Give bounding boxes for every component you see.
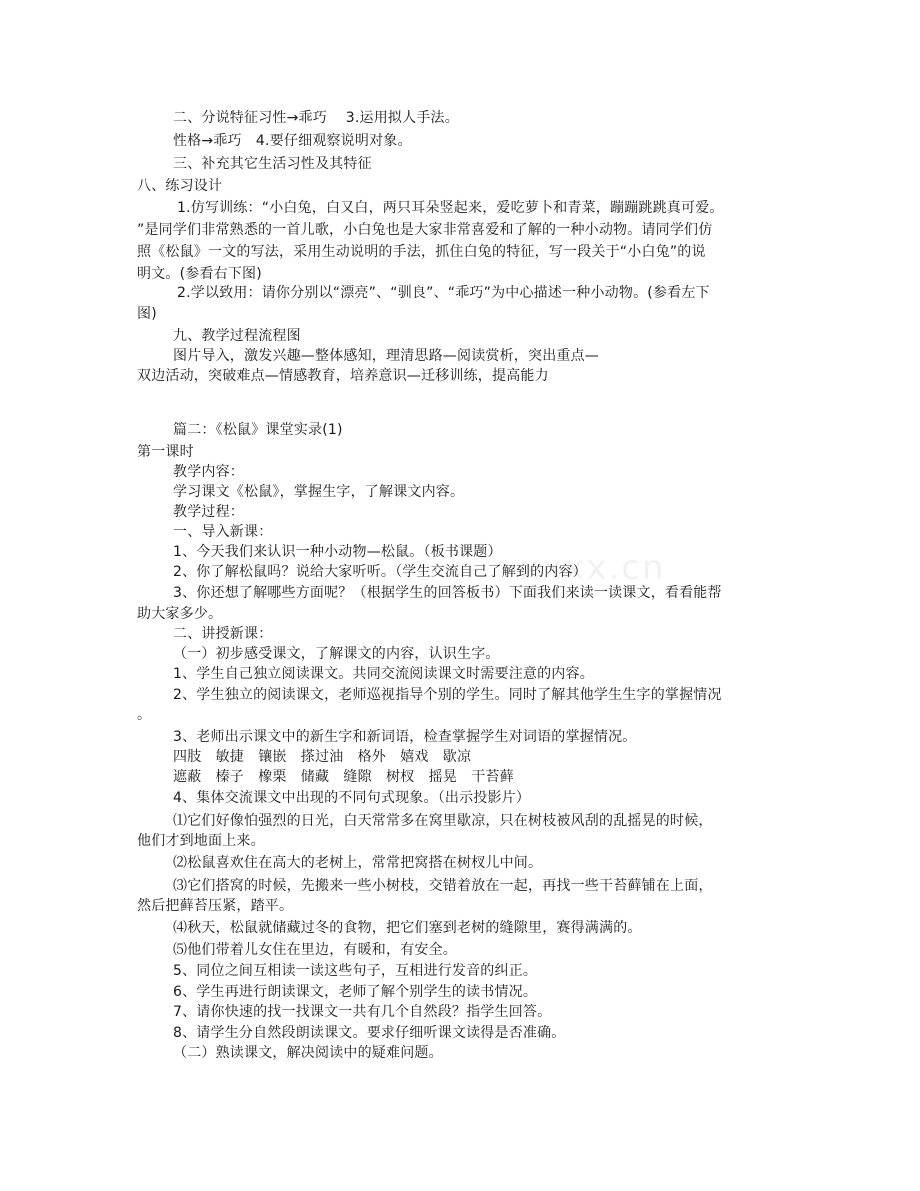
text-line: 明文。(参看右下图): [137, 266, 262, 282]
text-line: 性格→乖巧 4.要仔细观察说明对象。: [173, 133, 412, 149]
text-line: 助大家多少。: [137, 606, 223, 622]
text-line: 九、教学过程流程图: [173, 328, 301, 344]
text-line: 四肢 敏捷 镶嵌 搽过油 格外 嬉戏 歇凉: [173, 749, 472, 765]
text-line: 篇二：《松鼠》课堂实录(1): [173, 422, 343, 438]
text-line: 图片导入，激发兴趣—整体感知，理清思路—阅读赏析，突出重点—: [173, 348, 599, 364]
text-line: ”是同学们非常熟悉的一首儿歌，小白兔也是大家非常喜爱和了解的一种小动物。请同学们仿: [137, 222, 713, 238]
text-line: 他们才到地面上来。: [137, 833, 265, 849]
text-line: 。: [137, 707, 152, 723]
text-line: 2.学以致用：请你分别以“漂亮”、“驯良”、“乖巧”为中心描述一种小动物。(参看左下: [177, 285, 710, 301]
text-line: ⑶它们搭窝的时候，先搬来一些小树枝，交错着放在一起，再找一些干苔藓铺在上面，: [173, 878, 713, 894]
text-line: 1、今天我们来认识一种小动物—松鼠。（板书课题）: [173, 544, 502, 560]
text-line: 八、练习设计: [137, 178, 223, 194]
text-line: ⑵松鼠喜欢住在高大的老树上，常常把窝搭在树杈儿中间。: [173, 855, 543, 871]
text-line: ⑷秋天，松鼠就储藏过冬的食物，把它们塞到老树的缝隙里，赛得满满的。: [173, 920, 642, 936]
text-line: 三、补充其它生活习性及其特征: [173, 156, 372, 172]
text-line: 8、请学生分自然段朗读课文。要求仔细听课文读得是否准确。: [173, 1025, 566, 1041]
text-line: 4、集体交流课文中出现的不同句式现象。（出示投影片）: [173, 790, 531, 806]
watermark: xxxx.cn: [520, 548, 666, 588]
text-line: ⑴它们好像怕强烈的日光，白天常常多在窝里歇凉，只在树枝被风刮的乱摇晃的时候，: [173, 813, 713, 829]
text-line: 学习课文《松鼠》，掌握生字，了解课文内容。: [173, 484, 465, 500]
text-line: 2、你了解松鼠吗？说给大家听听。（学生交流自己了解到的内容）: [173, 564, 587, 580]
text-line: 1、学生自己独立阅读课文。共同交流阅读课文时需要注意的内容。: [173, 666, 594, 682]
text-line: 教学过程：: [173, 504, 244, 520]
text-line: 二、讲授新课：: [173, 626, 273, 642]
text-line: 然后把藓苔压紧，踏平。: [137, 898, 294, 914]
text-line: （二）熟读课文，解决阅读中的疑难问题。: [173, 1045, 443, 1061]
text-line: 教学内容：: [173, 464, 244, 480]
text-line: 图): [137, 306, 157, 322]
text-line: （一）初步感受课文，了解课文的内容，认识生字。: [173, 646, 500, 662]
text-line: 1.仿写训练：“小白兔，白又白，两只耳朵竖起来，爱吃萝卜和青菜，蹦蹦跳跳真可爱。: [177, 200, 724, 216]
text-line: 照《松鼠》一文的写法，采用生动说明的手法，抓住白兔的特征，写一段关于“小白兔”的说: [137, 244, 706, 260]
text-line: ⑸他们带着儿女住在里边，有暖和，有安全。: [173, 942, 457, 958]
text-line: 二、分说特征习性→乖巧 3.运用拟人手法。: [173, 110, 459, 126]
text-line: 遮蔽 榛子 橡栗 储藏 缝隙 树杈 摇晃 干苔藓: [173, 769, 514, 785]
text-line: 7、请你快速的找一找课文一共有几个自然段？指学生回答。: [173, 1004, 552, 1020]
text-line: 6、学生再进行朗读课文，老师了解个别学生的读书情况。: [173, 984, 538, 1000]
text-line: 5、同位之间互相读一读这些句子，互相进行发音的纠正。: [173, 963, 538, 979]
text-line: 第一课时: [137, 444, 194, 460]
text-line: 3、你还想了解哪些方面呢？（根据学生的回答板书）下面我们来读一读课文，看看能帮: [173, 585, 722, 601]
text-line: 双边活动，突破难点—情感教育，培养意识—迁移训练，提高能力: [137, 368, 549, 384]
text-line: 3、老师出示课文中的新生字和新词语，检查掌握学生对词语的掌握情况。: [173, 729, 637, 745]
text-line: 2、学生独立的阅读课文，老师巡视指导个别的学生。同时了解其他学生生字的掌握情况: [173, 687, 722, 703]
text-line: 一、导入新课：: [173, 524, 273, 540]
